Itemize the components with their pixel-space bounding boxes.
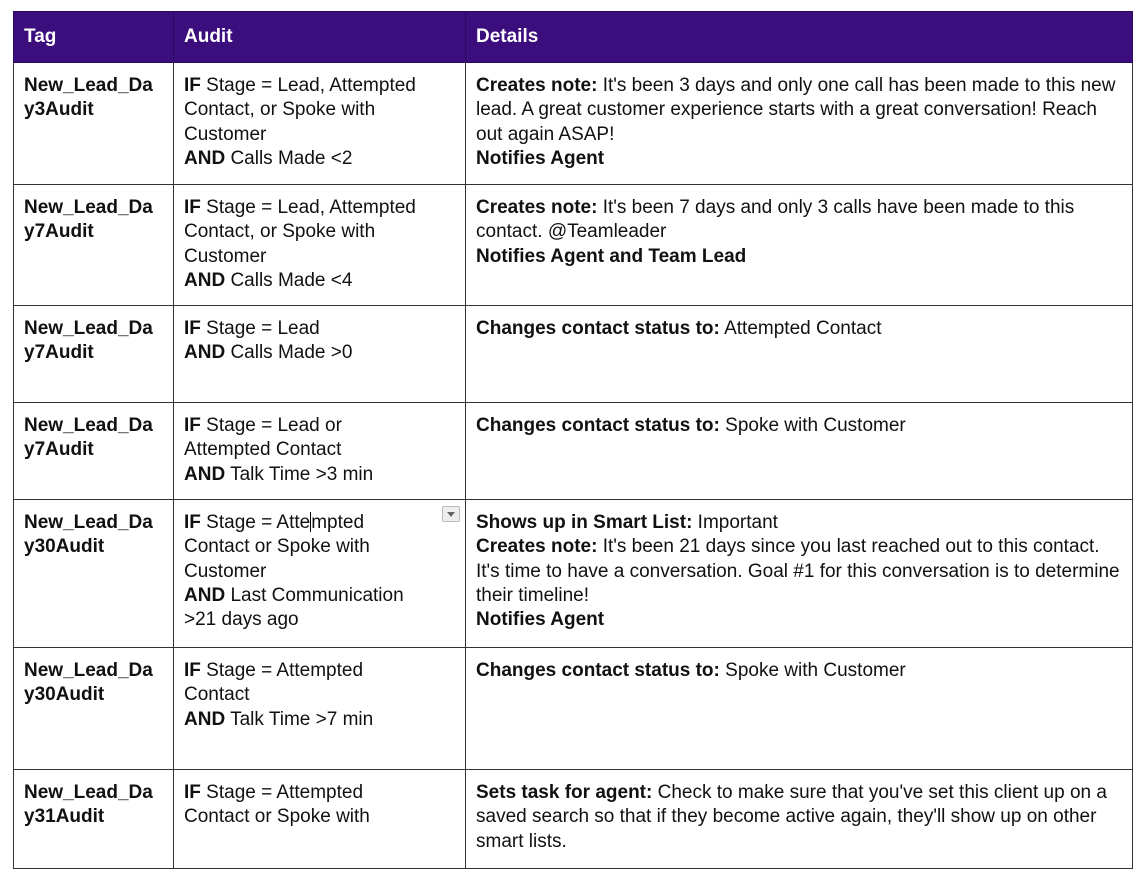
tag-cell[interactable]: New_Lead_Day7Audit xyxy=(14,306,174,403)
details-keyword: Notifies Agent xyxy=(476,147,605,169)
audit-line xyxy=(184,511,455,535)
tag-cell[interactable]: New_Lead_Day30Audit xyxy=(14,648,174,770)
table-row xyxy=(14,63,1133,185)
audit-text: Contact or Spoke with xyxy=(184,536,370,558)
audit-line xyxy=(184,805,455,829)
audit-keyword: AND xyxy=(184,269,226,291)
audit-line xyxy=(184,414,455,438)
text-cursor-icon xyxy=(310,512,311,532)
audit-line xyxy=(184,269,455,293)
audit-line xyxy=(184,98,455,122)
audit-text: Customer xyxy=(184,245,267,267)
audit-text: Contact, or Spoke with xyxy=(184,99,376,121)
audit-text: Contact xyxy=(184,684,250,706)
details-line xyxy=(476,317,1122,341)
details-cell[interactable] xyxy=(466,648,1133,770)
details-line xyxy=(476,781,1122,854)
details-line xyxy=(476,196,1122,245)
audit-text: >21 days ago xyxy=(184,609,299,631)
details-line xyxy=(476,74,1122,147)
details-keyword: Changes contact status to: xyxy=(476,415,720,436)
audit-line xyxy=(184,535,455,559)
details-keyword: Creates note: xyxy=(476,536,598,558)
tag-cell[interactable]: New_Lead_Day30Audit xyxy=(14,500,174,648)
details-text: It's been 7 days and only 3 calls have been made to this contact. @Teamleader xyxy=(476,197,1075,243)
audit-text: Attempted Contact xyxy=(184,439,342,461)
audit-keyword: IF xyxy=(184,75,201,96)
audit-line xyxy=(184,341,455,365)
details-keyword: Creates note: xyxy=(476,75,598,96)
tag-cell[interactable]: New_Lead_Day3Audit xyxy=(14,63,174,185)
audit-line xyxy=(184,781,455,805)
audit-text: Calls Made <2 xyxy=(225,147,353,169)
audit-keyword: AND xyxy=(184,342,226,364)
details-cell[interactable] xyxy=(466,403,1133,500)
audit-keyword: AND xyxy=(184,708,226,730)
audit-cell[interactable] xyxy=(174,306,466,403)
details-cell[interactable] xyxy=(466,306,1133,403)
tag-cell[interactable]: New_Lead_Day7Audit xyxy=(14,185,174,306)
audit-text: Talk Time >3 min xyxy=(225,463,374,485)
audit-line xyxy=(184,317,455,341)
details-text: Spoke with Customer xyxy=(719,660,906,681)
audit-cell[interactable] xyxy=(174,185,466,306)
details-line xyxy=(476,147,1122,171)
audit-keyword: IF xyxy=(184,660,201,681)
audit-line xyxy=(184,560,455,584)
details-text: It's been 3 days and only one call has been made to this new lead. A great customer experience starts with a great conversation! Reach out again ASAP! xyxy=(476,75,1116,145)
details-text: Important xyxy=(692,512,778,533)
audit-text: Calls Made <4 xyxy=(225,269,353,291)
details-keyword: Notifies Agent xyxy=(476,609,605,631)
details-keyword: Creates note: xyxy=(476,197,598,218)
audit-line xyxy=(184,659,455,683)
audit-line xyxy=(184,683,455,707)
tag-cell[interactable]: New_Lead_Day7Audit xyxy=(14,403,174,500)
audit-line xyxy=(184,74,455,98)
audit-keyword: AND xyxy=(184,147,226,169)
table-row xyxy=(14,770,1133,869)
details-cell[interactable] xyxy=(466,770,1133,869)
details-keyword: Sets task for agent: xyxy=(476,782,653,803)
dropdown-arrow-icon[interactable] xyxy=(442,506,460,522)
audit-keyword: IF xyxy=(184,782,201,803)
table-row xyxy=(14,306,1133,403)
audit-text: Customer xyxy=(184,560,267,582)
audit-line xyxy=(184,123,455,147)
table-row xyxy=(14,185,1133,306)
details-line xyxy=(476,245,1122,269)
audit-text: Last Communication xyxy=(225,584,404,606)
audit-line xyxy=(184,584,455,608)
audit-line xyxy=(184,220,455,244)
header-tag: Tag xyxy=(14,12,174,63)
audit-text: Stage = Lead xyxy=(200,318,320,339)
audit-text: Customer xyxy=(184,123,267,145)
audit-text: Stage = Lead, Attempted xyxy=(200,197,416,218)
audit-text: Contact, or Spoke with xyxy=(184,221,376,243)
header-audit: Audit xyxy=(174,12,466,63)
details-line xyxy=(476,511,1122,535)
audit-text: Stage = Lead, Attempted xyxy=(200,75,416,96)
audit-text: Stage = Attempted xyxy=(200,660,364,681)
audit-text: Talk Time >7 min xyxy=(225,708,374,730)
details-cell[interactable] xyxy=(466,500,1133,648)
audit-table xyxy=(13,11,1133,869)
details-text: It's been 21 days since you last reached out to this contact. It's time to have a conversation. Goal #1 for this conversation is to determine their timeline! xyxy=(476,536,1120,606)
details-line xyxy=(476,535,1122,608)
audit-line xyxy=(184,708,455,732)
audit-line xyxy=(184,463,455,487)
audit-keyword: AND xyxy=(184,584,226,606)
audit-text: Stage = Attempted xyxy=(200,512,365,533)
audit-text: Stage = Lead or xyxy=(200,415,342,436)
audit-cell[interactable] xyxy=(174,770,466,869)
audit-keyword: IF xyxy=(184,512,201,533)
audit-line xyxy=(184,147,455,171)
audit-text: Stage = Attempted xyxy=(200,782,364,803)
details-keyword: Notifies Agent and Team Lead xyxy=(476,245,747,267)
audit-cell[interactable] xyxy=(174,648,466,770)
tag-cell[interactable]: New_Lead_Day31Audit xyxy=(14,770,174,869)
table-row xyxy=(14,500,1133,648)
audit-keyword: IF xyxy=(184,415,201,436)
details-line xyxy=(476,414,1122,438)
details-keyword: Changes contact status to: xyxy=(476,660,720,681)
audit-line xyxy=(184,245,455,269)
header-details: Details xyxy=(466,12,1133,63)
audit-cell[interactable] xyxy=(174,63,466,185)
details-text: Spoke with Customer xyxy=(719,415,906,436)
audit-line xyxy=(184,196,455,220)
table-row xyxy=(14,648,1133,770)
audit-keyword: IF xyxy=(184,197,201,218)
details-text: Attempted Contact xyxy=(719,318,882,339)
header-row xyxy=(14,12,1133,63)
audit-cell[interactable] xyxy=(174,403,466,500)
details-cell[interactable] xyxy=(466,63,1133,185)
details-text: Check to make sure that you've set this client up on a saved search so that if they become active again, they'll show up on other smart lists. xyxy=(476,782,1107,852)
audit-text: Contact or Spoke with xyxy=(184,806,370,828)
audit-keyword: AND xyxy=(184,463,226,485)
details-keyword: Shows up in Smart List: xyxy=(476,512,693,533)
audit-keyword: IF xyxy=(184,318,201,339)
audit-cell[interactable] xyxy=(174,500,466,648)
audit-line xyxy=(184,608,455,632)
details-keyword: Changes contact status to: xyxy=(476,318,720,339)
details-cell[interactable] xyxy=(466,185,1133,306)
details-line xyxy=(476,659,1122,683)
audit-text: Calls Made >0 xyxy=(225,342,353,364)
audit-line xyxy=(184,438,455,462)
details-line xyxy=(476,608,1122,632)
table-row xyxy=(14,403,1133,500)
